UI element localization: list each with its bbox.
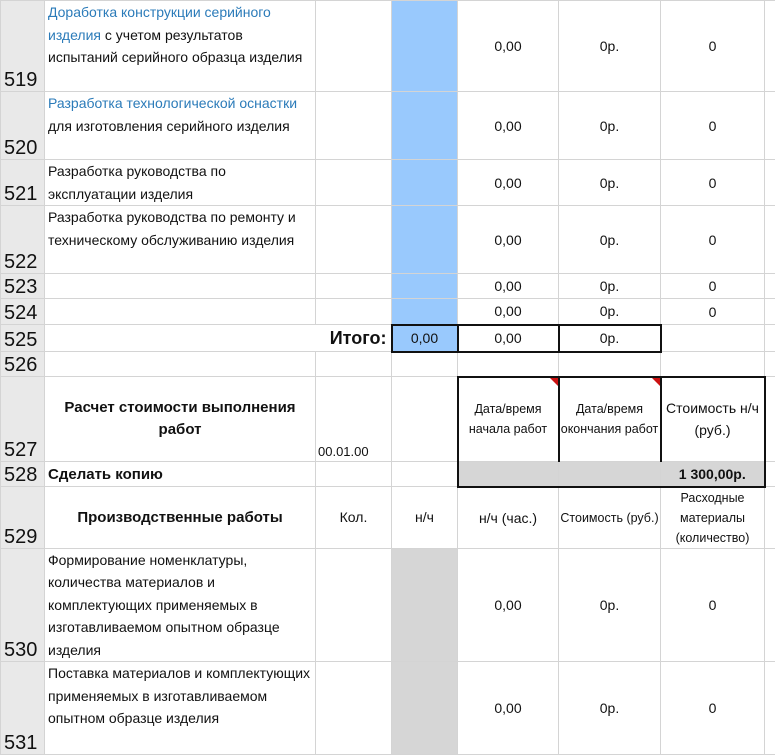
row-number[interactable]: 526 <box>1 352 45 377</box>
nh-hours-cell[interactable]: 0,00 <box>458 1 559 92</box>
extra-cell[interactable] <box>765 325 775 352</box>
table-row <box>1 548 775 662</box>
col-header-nh[interactable]: н/ч <box>392 487 458 549</box>
table-row <box>1 352 775 377</box>
task-description[interactable]: Доработка конструкции серийного изделия с учетом результатов испытаний серийного образца изделия <box>45 1 316 92</box>
qty-cell[interactable] <box>316 206 392 274</box>
task-link[interactable]: Разработка технологической оснастки <box>48 95 297 111</box>
extra-cell[interactable] <box>765 487 775 549</box>
end-datetime-header[interactable]: Дата/время окончания работ <box>559 377 661 462</box>
table-row <box>1 1 775 92</box>
row-number[interactable]: 529 <box>1 487 45 549</box>
extra-cell[interactable] <box>765 206 775 274</box>
task-description[interactable]: Разработка технологической оснастки для изготовления серийного изделия <box>45 92 316 160</box>
total-label[interactable]: Итого: <box>45 325 392 352</box>
cost-cell[interactable]: 0р. <box>559 548 661 662</box>
empty-cell[interactable] <box>661 325 765 352</box>
nh-hours-cell[interactable]: 0,00 <box>458 299 559 325</box>
qty-cell[interactable] <box>316 1 392 92</box>
empty-cell[interactable] <box>45 352 316 377</box>
materials-cell[interactable]: 0 <box>661 299 765 325</box>
materials-cell[interactable]: 0 <box>661 548 765 662</box>
row-number[interactable]: 531 <box>1 662 45 755</box>
row-number[interactable]: 521 <box>1 160 45 206</box>
row-number[interactable]: 527 <box>1 377 45 462</box>
date-cell[interactable]: 00.01.00 <box>316 377 392 462</box>
table-row <box>1 274 775 299</box>
extra-cell[interactable] <box>765 299 775 325</box>
materials-cell[interactable]: 0 <box>661 160 765 206</box>
qty-cell[interactable] <box>316 662 392 755</box>
extra-cell[interactable] <box>765 462 775 487</box>
task-description[interactable]: Разработка руководства по эксплуатации изделия <box>45 160 316 206</box>
extra-cell[interactable] <box>765 352 775 377</box>
nh-input-cell[interactable] <box>392 274 458 299</box>
col-header-nh-hours[interactable]: н/ч (час.) <box>458 487 559 549</box>
cost-cell[interactable]: 0р. <box>559 160 661 206</box>
start-datetime-header[interactable]: Дата/время начала работ <box>458 377 559 462</box>
total-row <box>1 325 775 352</box>
col-header-cost[interactable]: Стоимость (руб.) <box>559 487 661 549</box>
extra-cell[interactable] <box>765 92 775 160</box>
task-description[interactable] <box>45 299 316 325</box>
cost-per-hour-value[interactable]: 1 300,00р. <box>661 462 765 487</box>
extra-cell[interactable] <box>765 160 775 206</box>
materials-cell[interactable]: 0 <box>661 274 765 299</box>
nh-hours-cell[interactable]: 0,00 <box>458 662 559 755</box>
materials-cell[interactable]: 0 <box>661 92 765 160</box>
table-row <box>1 299 775 325</box>
total-nh-hours-cell[interactable]: 0,00 <box>458 325 559 352</box>
qty-cell[interactable] <box>316 92 392 160</box>
row-number[interactable]: 519 <box>1 1 45 92</box>
cost-per-hour-header[interactable]: Стоимость н/ч (руб.) <box>661 377 765 462</box>
cost-cell[interactable]: 0р. <box>559 92 661 160</box>
table-row <box>1 206 775 274</box>
materials-cell[interactable]: 0 <box>661 662 765 755</box>
qty-cell[interactable] <box>316 548 392 662</box>
extra-cell[interactable] <box>765 662 775 755</box>
row-number[interactable]: 523 <box>1 274 45 299</box>
nh-input-cell[interactable] <box>392 92 458 160</box>
cost-cell[interactable]: 0р. <box>559 274 661 299</box>
extra-cell[interactable] <box>765 377 775 462</box>
nh-hours-cell[interactable]: 0,00 <box>458 160 559 206</box>
extra-cell[interactable] <box>765 1 775 92</box>
nh-hours-cell[interactable]: 0,00 <box>458 274 559 299</box>
task-description[interactable]: Формирование номенклатуры, количества материалов и комплектующих применяемых в изготавливаемом опытном образце изделия <box>45 548 316 662</box>
empty-cell[interactable] <box>316 462 392 487</box>
row-number[interactable]: 522 <box>1 206 45 274</box>
nh-input-cell[interactable] <box>392 160 458 206</box>
total-cost-cell[interactable]: 0р. <box>559 325 661 352</box>
section-title[interactable]: Производственные работы <box>45 487 316 549</box>
nh-input-cell[interactable] <box>392 206 458 274</box>
calc-header-row <box>1 377 775 462</box>
nh-hours-cell[interactable]: 0,00 <box>458 92 559 160</box>
empty-cell[interactable] <box>458 352 559 377</box>
cost-cell[interactable]: 0р. <box>559 206 661 274</box>
empty-cell[interactable] <box>392 352 458 377</box>
total-nh-cell[interactable]: 0,00 <box>392 325 458 352</box>
work-header-row <box>1 487 775 549</box>
nh-input-cell[interactable] <box>392 299 458 325</box>
comment-flag-icon[interactable] <box>652 378 660 386</box>
empty-cell[interactable] <box>392 462 458 487</box>
make-copy-button[interactable]: Сделать копию <box>45 462 316 487</box>
copy-row <box>1 462 775 487</box>
row-number[interactable]: 525 <box>1 325 45 352</box>
empty-cell[interactable] <box>316 352 392 377</box>
start-datetime-cell[interactable] <box>458 462 559 487</box>
extra-cell[interactable] <box>765 274 775 299</box>
row-number[interactable]: 528 <box>1 462 45 487</box>
materials-cell[interactable]: 0 <box>661 206 765 274</box>
cost-cell[interactable]: 0р. <box>559 299 661 325</box>
table-row <box>1 160 775 206</box>
nh-input-cell[interactable] <box>392 1 458 92</box>
table-row <box>1 662 775 755</box>
row-number[interactable]: 524 <box>1 299 45 325</box>
cost-cell[interactable]: 0р. <box>559 1 661 92</box>
calc-title[interactable]: Расчет стоимости выполнения работ <box>45 377 316 462</box>
task-description[interactable] <box>45 274 316 299</box>
nh-input-cell[interactable] <box>392 662 458 755</box>
row-number[interactable]: 530 <box>1 548 45 662</box>
task-link[interactable]: Доработка конструкции серийного изделия <box>48 4 271 43</box>
qty-cell[interactable] <box>316 274 392 299</box>
empty-cell[interactable] <box>559 352 661 377</box>
nh-hours-cell[interactable]: 0,00 <box>458 206 559 274</box>
task-description[interactable]: Разработка руководства по ремонту и техническому обслуживанию изделия <box>45 206 316 274</box>
cost-cell[interactable]: 0р. <box>559 662 661 755</box>
extra-cell[interactable] <box>765 548 775 662</box>
col-header-materials[interactable]: Расходные материалы (количество) <box>661 487 765 549</box>
nh-input-cell[interactable] <box>392 548 458 662</box>
col-header-qty[interactable]: Кол. <box>316 487 392 549</box>
qty-cell[interactable] <box>316 160 392 206</box>
qty-cell[interactable] <box>316 299 392 325</box>
comment-flag-icon[interactable] <box>550 378 558 386</box>
task-description[interactable]: Поставка материалов и комплектующих применяемых в изготавливаемом опытном образце изделия <box>45 662 316 755</box>
materials-cell[interactable]: 0 <box>661 1 765 92</box>
table-row <box>1 92 775 160</box>
nh-hours-cell[interactable]: 0,00 <box>458 548 559 662</box>
empty-cell[interactable] <box>661 352 765 377</box>
empty-cell[interactable] <box>392 377 458 462</box>
row-number[interactable]: 520 <box>1 92 45 160</box>
end-datetime-cell[interactable] <box>559 462 661 487</box>
